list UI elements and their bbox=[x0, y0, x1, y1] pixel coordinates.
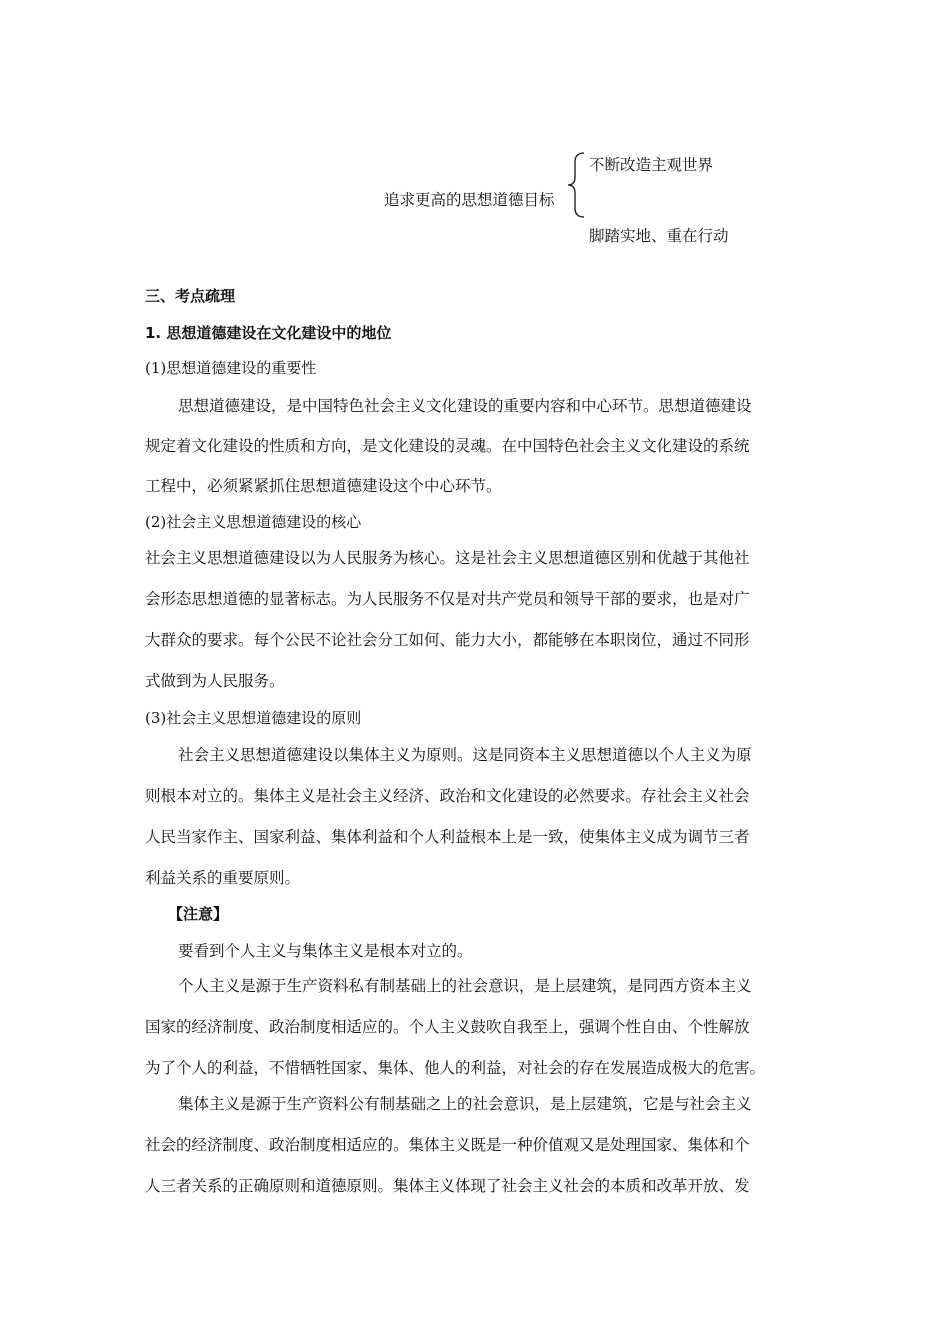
paragraph-line: 社会主义思想道德建设以集体主义为原则。这是同资本主义思想道德以个人主义为原 bbox=[178, 746, 752, 764]
paragraph-line: 规定着文化建设的性质和方向，是文化建设的灵魂。在中国特色社会主义文化建设的系统 bbox=[145, 437, 750, 455]
paragraph-line: 集体主义是源于生产资料公有制基础之上的社会意识，是上层建筑，它是与社会主义 bbox=[178, 1095, 752, 1113]
paragraph-line: 思想道德建设，是中国特色社会主义文化建设的重要内容和中心环节。思想道德建设 bbox=[178, 397, 752, 415]
paragraph-line: 则根本对立的。集体主义是社会主义经济、政治和文化建设的必然要求。存社会主义社会 bbox=[145, 787, 750, 805]
subheading-core: (2)社会主义思想道德建设的核心 bbox=[145, 513, 362, 531]
curly-brace-icon bbox=[566, 152, 588, 218]
diagram-branch-top: 不断改造主观世界 bbox=[589, 156, 714, 174]
paragraph-line: 国家的经济制度、政治制度相适应的。个人主义鼓吹自我至上，强调个性自由、个性解放 bbox=[145, 1018, 750, 1036]
subheading-importance: (1)思想道德建设的重要性 bbox=[145, 359, 317, 377]
diagram-branch-bottom: 脚踏实地、重在行动 bbox=[589, 227, 729, 245]
note-line: 要看到个人主义与集体主义是根本对立的。 bbox=[178, 942, 473, 960]
paragraph-line: 大群众的要求。每个公民不论社会分工如何、能力大小，都能够在本职岗位，通过不同形 bbox=[145, 631, 750, 649]
subheading-principle: (3)社会主义思想道德建设的原则 bbox=[145, 709, 362, 727]
paragraph-line: 工程中，必须紧紧抓住思想道德建设这个中心环节。 bbox=[145, 477, 502, 495]
paragraph-line: 社会主义思想道德建设以为人民服务为核心。这是社会主义思想道德区别和优越于其他社 bbox=[145, 549, 750, 567]
paragraph-line: 为了个人的利益，不惜牺牲国家、集体、他人的利益，对社会的存在发展造成极大的危害。 bbox=[145, 1059, 766, 1077]
paragraph-line: 利益关系的重要原则。 bbox=[145, 869, 301, 887]
note-label: 【注意】 bbox=[168, 905, 229, 923]
paragraph-line: 个人主义是源于生产资料私有制基础上的社会意识，是上层建筑，是同西方资本主义 bbox=[178, 977, 752, 995]
diagram-root-label: 追求更高的思想道德目标 bbox=[384, 191, 555, 209]
paragraph-line: 人民当家作主、国家利益、集体利益和个人利益根本上是一致，使集体主义成为调节三者 bbox=[145, 828, 750, 846]
heading-1: 1. 思想道德建设在文化建设中的地位 bbox=[145, 324, 392, 342]
paragraph-line: 人三者关系的正确原则和道德原则。集体主义体现了社会主义社会的本质和改革开放、发 bbox=[145, 1177, 750, 1195]
paragraph-line: 社会的经济制度、政治制度相适应的。集体主义既是一种价值观又是处理国家、集体和个 bbox=[145, 1136, 750, 1154]
section-title: 三、考点疏理 bbox=[145, 287, 236, 305]
paragraph-line: 式做到为人民服务。 bbox=[145, 672, 285, 690]
paragraph-line: 会形态思想道德的显著标志。为人民服务不仅是对共产党员和领导干部的要求，也是对广 bbox=[145, 590, 750, 608]
